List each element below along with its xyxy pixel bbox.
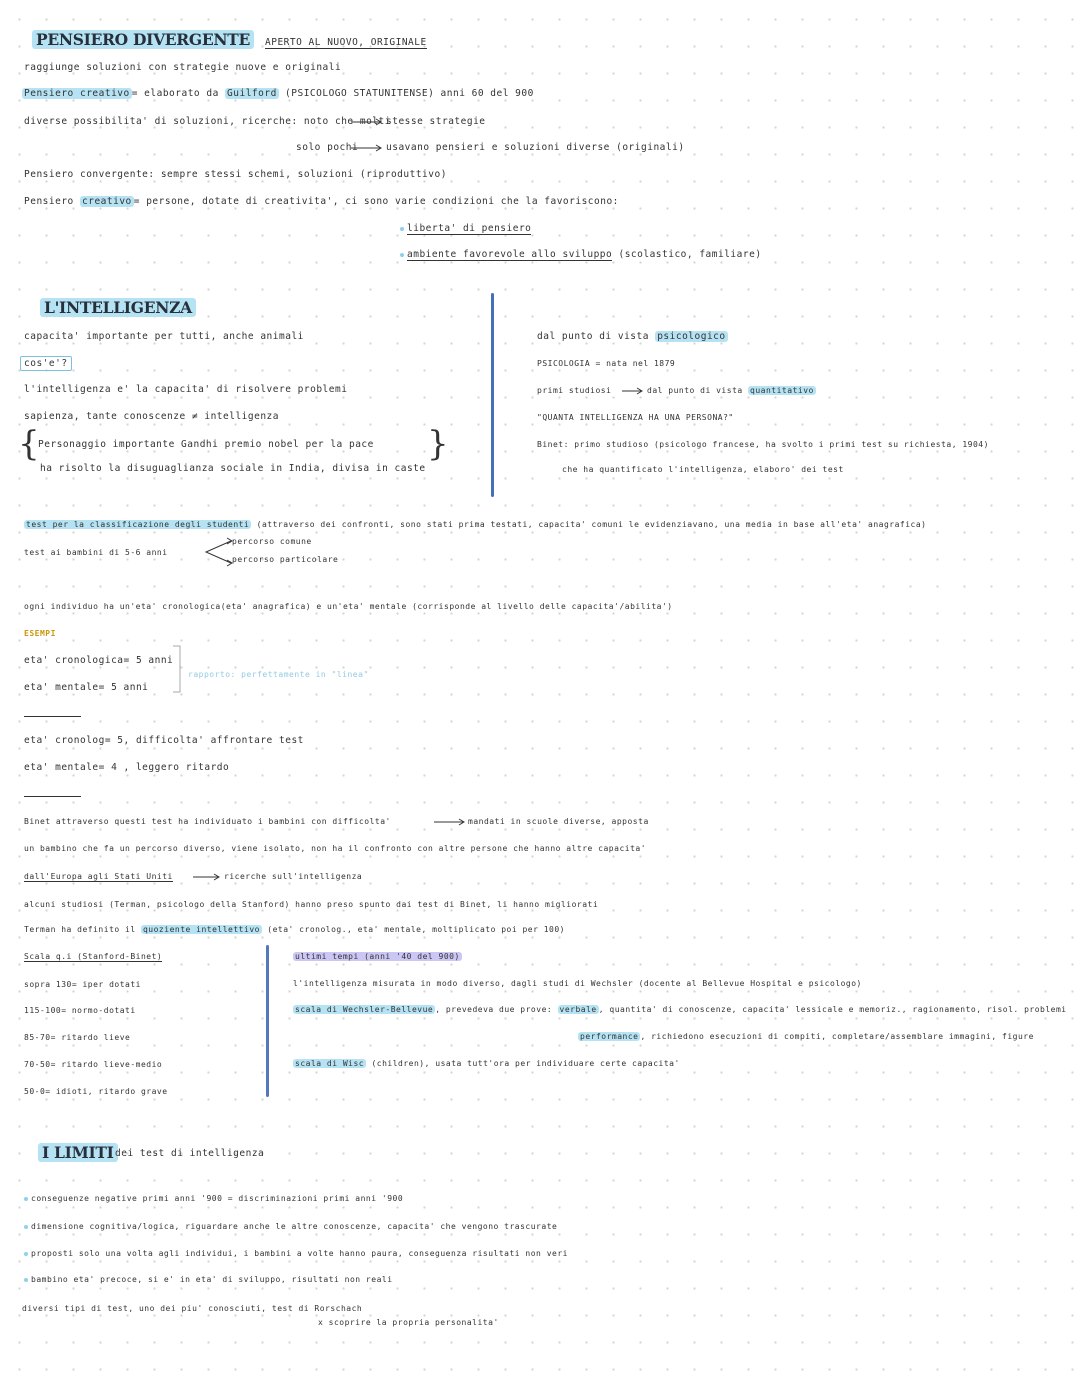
bullet-dot [400,227,404,231]
divergent-subtitle: APERTO AL NUOVO, ORIGINALE [265,37,427,48]
divergent-line-2: Pensiero creativo = elaborato da Guilford (PSICOLOGO STATUNITENSE) anni 60 del 900 [24,88,534,99]
bullet-dot [400,253,404,257]
binet-line-3a: dall'Europa agli Stati Uniti [24,872,173,881]
iq-scale-row: sopra 130= iper dotati [24,980,141,989]
condition-bullet-2: ambiente favorevole allo sviluppo (scolastico, familiare) [400,248,762,261]
iq-scale-row: 70-50= ritardo lieve-medio [24,1060,163,1069]
iq-scale-row: 85-70= ritardo lieve [24,1033,131,1042]
question-box: cos'e'? [20,357,72,370]
section-title-limits: I LIMITI [38,1143,118,1162]
wechsler-line-3: performance , richiedono esecuzioni di compiti, completare/assemblare immagini, figure [580,1032,1034,1041]
section-title-divergent: PENSIERO DIVERGENTE [32,30,254,49]
wechsler-era: ultimi tempi (anni '40 del 900) [295,952,460,961]
creative-line: Pensiero creativo = persone, dotate di creativita', ci sono varie condizioni che la favoriscono: [24,196,619,207]
limit-item: conseguenze negative primi anni '900 = discriminazioni primi anni '900 [24,1192,403,1205]
iq-scale-title: Scala q.i (Stanford-Binet) [24,952,163,961]
fork-arrow-icon [203,535,233,569]
separator-line [24,796,81,797]
limits-subtitle: dei test di intelligenza [115,1148,265,1159]
left-brace: { [18,424,40,464]
divergent-line-4: solo pochi [296,142,359,153]
bracket-icon [172,644,184,694]
gandhi-line-1: Personaggio importante Gandhi premio nobel per la pace [38,439,374,450]
gandhi-line-2: ha risolto la disuguaglianza sociale in India, divisa in caste [40,463,426,474]
divergent-line-3b: stesse strategie [386,116,486,127]
terman-line-2: Terman ha definito il quoziente intellettivo (eta' cronolog., eta' mentale, moltiplicato poi per 100) [24,925,565,934]
binet-line-3b: ricerche sull'intelligenza [224,872,363,881]
bullet-dot [24,1197,28,1201]
column-divider [491,293,494,497]
wechsler-line-2: scala di Wechsler-Bellevue , prevedeva due prove: verbale , quantita' di conoscenze, capacita' lessicale e memoriz., ragionamento, risol. problemi [295,1005,1067,1014]
right-line-4: "QUANTA INTELLIGENZA HA UNA PERSONA?" [537,413,734,422]
binet-line-1b: mandati in scuole diverse, apposta [468,817,649,826]
divergent-line-3: diverse possibilita' di soluzioni, ricerche: noto che molti [24,116,391,127]
binet-line-2: un bambino che fa un percorso diverso, viene isolato, non ha il confronto con altre persone che hanno altre capacita' [24,844,647,853]
limit-item: proposti solo una volta agli individui, i bambini a volte hanno paura, conseguenza risultati non veri [24,1247,568,1260]
intel-line-3: sapienza, tante conoscenze ≠ intelligenza [24,411,279,422]
path-common: percorso comune [232,537,312,546]
section-title-intelligence: L'INTELLIGENZA [40,298,196,317]
iq-scale-row: 115-100= normo-dotati [24,1006,136,1015]
example-chrono-age: eta' cronologica= 5 anni [24,655,174,666]
rorschach-line: diversi tipi di test, uno dei piu' conosciuti, test di Rorschach [22,1304,363,1313]
column-divider [266,945,269,1097]
wechsler-line-1: l'intelligenza misurata in modo diverso, dagli studi di Wechsler (docente al Bellevue Hospital e psicologo) [293,979,862,988]
arrow-right-icon [193,873,223,881]
convergent-line: Pensiero convergente: sempre stessi schemi, soluzioni (riproduttivo) [24,169,447,180]
binet-line-1: Binet attraverso questi test ha individuato i bambini con difficolta' [24,817,391,826]
arrow-right-icon [351,144,385,152]
iq-scale-row: 50-0= idioti, ritardo grave [24,1087,168,1096]
right-line-3a: primi studiosi [537,386,612,395]
example-mental-age: eta' mentale= 5 anni [24,682,149,693]
arrow-right-icon [622,387,646,395]
wisc-line: scala di Wisc (children), usata tutt'ora per individuare certe capacita' [295,1059,680,1068]
arrow-right-icon [434,818,468,826]
right-line-6: che ha quantificato l'intelligenza, elaboro' dei test [562,465,844,474]
separator-line [24,716,81,717]
test-classification-line: test per la classificazione degli studenti (attraverso dei confronti, sono stati prima testati, capacita' comuni le evidenziavano, una media in base all'eta' anagrafica) [26,520,927,529]
age-definition-line: ogni individuo ha un'eta' cronologica(eta' anagrafica) e un'eta' mentale (corrisponde al livello delle capacita'/abilita') [24,602,673,611]
terman-line-1: alcuni studiosi (Terman, psicologo della Stanford) hanno preso spunto dai test di Binet, li hanno migliorati [24,900,599,909]
right-line-1: dal punto di vista psicologico [537,331,726,342]
bullet-dot [24,1252,28,1256]
condition-bullet-1: liberta' di pensiero [400,222,531,235]
intel-line-2: l'intelligenza e' la capacita' di risolvere problemi [24,384,348,395]
kids-test-line: test ai bambini di 5-6 anni [24,548,168,557]
bullet-dot [24,1278,28,1282]
bullet-dot [24,1225,28,1229]
ratio-note: rapporto: perfettamente in "linea" [188,670,369,679]
intel-line-1: capacita' importante per tutti, anche animali [24,331,304,342]
divergent-line-4b: usavano pensieri e soluzioni diverse (originali) [386,142,685,153]
right-line-5: Binet: primo studioso (psicologo francese, ha svolto i primi test su richiesta, 1904) [537,440,989,449]
examples-label: ESEMPI [24,629,56,638]
limit-item: dimensione cognitiva/logica, riguardare anche le altre conoscenze, capacita' che vengono trascurate [24,1220,557,1233]
right-line-3b: dal punto di vista quantitativo [647,386,814,395]
divergent-line-1: raggiunge soluzioni con strategie nuove e originali [24,62,342,73]
right-line-2: PSICOLOGIA = nata nel 1879 [537,359,676,368]
example-mental-delay: eta' mentale= 4 , leggero ritardo [24,762,230,773]
path-particular: percorso particolare [232,555,339,564]
arrow-right-icon [351,118,385,126]
right-brace: } [427,424,449,464]
personality-line: x scoprire la propria personalita' [318,1318,499,1327]
example-chrono-difficulty: eta' cronolog= 5, difficolta' affrontare test [24,735,304,746]
limit-item: bambino eta' precoce, si e' in eta' di sviluppo, risultati non reali [24,1273,393,1286]
